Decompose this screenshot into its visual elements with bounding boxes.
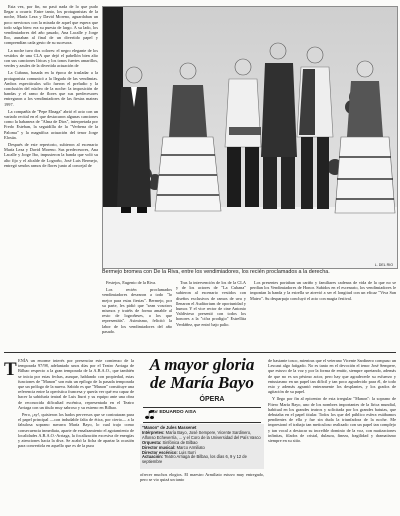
paragraph: Los presentes portaban un cariño y familiares cadenas de vida de la que no se perdían los Vendimiadores de Honor. Subidos en el escenario, los vendimiadores le imponían la banda y la estrella se atrevió a ser el longitud con un eficaz "Viva San Mateo". Su desparpajo concluyó el acto con magia festival. — [250, 280, 396, 301]
paragraph: Los recién proclamados vendimiadores desearon a todo "lo mejor para estas fiestas". Bermejo, por su parte, les pidió que "sean vosotros mismos y tratéis de forma amable al resto de logroñeses, a los que representáis". Asimismo, felicitó la labor de los vendimiadores del año pasado. — [102, 287, 172, 334]
credits-label: Director musical: — [142, 444, 176, 450]
credits-value: Teatro Arriaga de Bilbao, los días 6, 9 y 12 de septiembre — [142, 454, 247, 465]
paragraph: La compañía de "Pepe Elnaga" abrió el acto con un variado recital en el que destacaron algunas canciones como la habanera de "Alma de Dios", interpretada por Fredo Esteban, la seguidilla de la "Verbena de la Paloma" y la magnífica actuación del tenor Jorge Elosúa. — [4, 108, 98, 140]
review-column-1 — [18, 358, 134, 514]
credits-label: Actuación: — [142, 454, 164, 460]
credits-line — [142, 455, 262, 465]
drop-cap: T — [4, 359, 17, 380]
paragraph: ENÍA un enorme interés por presenciar este comienzo de la temporada 97/98, adelantado unos días por el Teatro Arriaga de Bilbao respecto a la gran temporada de la A.B.A.O., que también se inicia por estas fechas, aunque, hablando con propiedad, estas funciones de "Manon" son más un epílogo de la pasada temporada que un prólogo de la nueva. Sabido es que "Manon" constituye una referencia entre la operística francesa y quería ver qué era capaz de hacer la sabiduría teatral de Luis Iturri y su equipo ante una obra de reconocida dificultad escénica, representada en el Teatro Arriaga con un título muy sabroso y su estreno en Bilbao. — [18, 358, 134, 410]
paragraph: Después de este repertorio, subieron al escenario María Leza y David Moreno. Sus predecesores, Ana Lacalle y Jorge Ibo, impusieron la banda que voló su alto fijo y el alcalde de Logroño, José Luis Bermejo, entregó sendos ramos de flores junto al concejal de — [4, 142, 98, 168]
credits-label: Orquesta: — [142, 439, 162, 445]
paragraph: Pero, ¡ay!, quisieron los hados perversos que se contrataran para el papel principal —con indudable falta de ética, por cierto— a la fabulosa soprano navarra María Bayo, lo cual trajo como consecuencia inmediata, aparte de ensalzamiento el agotamiento de localidades A.B.A.O.-Arriaga, la focalización excesiva de energías y atenciones hacia la diva. Se acabó la ficha de apartar la ocasión para convertirla en aquello que es de la pura — [18, 412, 134, 449]
paragraph: La Cubana, basada en la época de trasladar a la protagonista comunicó a la llegada de las vendimias. Ambos espectáculos sólo fueron el preludio y la conclusión del núcleo de la noche: la imposición de bandas y el ramo de flores que sus predecesores entregaron a los vendimiadores de las fiestas mateas 1997. — [4, 70, 98, 107]
ceremony-photo — [102, 6, 398, 269]
credits-value: Sinfónica de Bilbao — [162, 439, 198, 445]
review-headline: A mayor gloria de María Bayo — [149, 355, 255, 392]
paragraph: Festejos, Eugenio de la Riva. — [106, 280, 157, 285]
paragraph: Y llego por fin al epicentro de esta irregular "Manon": la soprano de Fitero María Bayo, uno de los nombres importantes de la lírica mundial, habitual en los grandes teatros y solicitada por los grandes batutas, que debutaba en el papel titular. Todos los que del público esfera estábamos pendientes de ella y fue sin duda la triunfadora de la noche. Me impresionó el trabajo tan meticuloso realizado con un papel tan complejo y tan vocal a destacar su increíble dominio de la voz, con matizaciones infinitas, filados de cristal, dulzura, fineza, fragilidad y dramatismo siempre en su sitio. — [268, 396, 396, 444]
top-article-column-4 — [250, 280, 396, 350]
top-article-column-1 — [4, 4, 98, 354]
section-divider — [4, 352, 396, 353]
paragraph: ofrecer muchos elogios. El maestro Armiliato estuvo muy entregado, pero se vio quizá un tanto — [140, 472, 264, 483]
paragraph: de bastante tosco, mientras que el veterano Vicente Sardinero compuso un Lescaut algo fatigado. No es tanto en el devoción el tenor José Sempere, que estuvo de la voz y por la forma de emitir, siempre apretando, además de que no es un pésimo actor, pero hay que agradecerle su esfuerzo y entusiasmo en un papel tan difícil y tan poco agradecido para él, de todo esto y además agrantó enteramente los desplantes, y los grados de agitación de su papel. — [268, 358, 396, 395]
review-section-label: ÓPERA — [199, 396, 225, 403]
photo-caption: Bermejo bromea con De la Riva, entre los vendimiadores, los recién proclamados a la derecha. — [102, 269, 330, 275]
ceremony-photo-illustration — [103, 7, 397, 268]
review-byline: Por EDUARDO AISA — [150, 410, 197, 415]
review-column-2 — [140, 472, 264, 514]
paragraph: Esta vez, por fin, no pasó nada de lo que pudo llegar a ocurrir. Entre tanto, los protagonistas de la noche, María Leza y David Moreno, aguardaban un poco nerviosos con la mirada de aquel que espera que todo salga bien: era su puesta de largo. A su lado, los vendimiadores del año pasado, Ana Lacalle y Jorge Ibo, aunaban al final de un divertido papel y comprendían cada gesto de su sucesora. — [4, 4, 98, 46]
credits-value: María Bayo, José Sempere, Vicente Sardinero, Alfonso Echeverría, ... y el Coro de la Universidad del País Vasco — [142, 429, 261, 440]
photo-credit: L. DEL RIO — [374, 263, 393, 267]
review-column-3 — [268, 358, 396, 514]
credits-value: Marco Armiliato — [176, 444, 205, 450]
top-article-column-3 — [176, 280, 246, 350]
review-credits-box — [140, 424, 264, 469]
paragraph: Tras la intervención de los de la CLA y de los actores de "La Cubana" subieron al escenario vestidos con diseños exclusivos de ramos de uva y llenaron el Auditorium de oportunidad y humor. Y el vice rector de cine Antonio Valdivieso presentó con todos los honores a la "cifra prodigio" Estrellita Verdáñez, que entró bajo palio. — [176, 280, 246, 327]
paragraph: La noche tuvo dos colores: el negro elegante de los vestidos de una CLA que dejó el pabellón bien alto con sus canciones líricas y los tonos fuertes amarillos, verdes y azules de la divertida actuación de — [4, 47, 98, 69]
credits-value: Luis Iturri — [178, 449, 196, 455]
credits-label: Intérpretes: — [142, 429, 165, 435]
top-article-column-2 — [102, 280, 172, 350]
credits-label: "Manon" de Jules Massenet — [142, 425, 197, 430]
credits-label: Director escénico: — [142, 449, 178, 455]
